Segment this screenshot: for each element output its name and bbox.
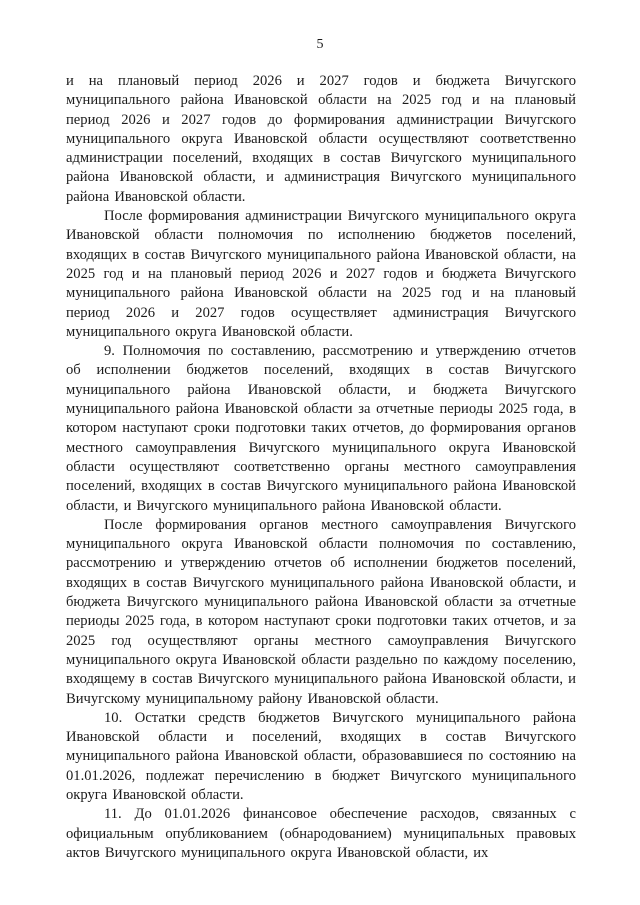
paragraph-p4: После формирования органов местного самоуправления Вичугского муниципального округа Ивановской области полномочия по составлению, рассмотрению и утверждению отчетов об исполнении бюджетов поселений, входящих в состав Вичугского муниципального района Ивановской области, и бюджета Вичугского муниципального района Ивановской области за отчетные периоды 2025 года, в котором наступают сроки подготовки таких отчетов, и за 2025 год осуществляют органы местного самоуправления Вичугского муниципального округа Ивановской области раздельно по каждому поселению, входящему в состав Вичугского муниципального района Ивановской области, и Вичугскому муниципальному району Ивановской области. <box>66 516 576 707</box>
document-body <box>66 72 576 863</box>
paragraph-p3: 9. Полномочия по составлению, рассмотрению и утверждению отчетов об исполнении бюджетов поселений, входящих в состав Вичугского муниципального района Ивановской области, и бюджета Вичугского муниципального района Ивановской области за отчетные периоды 2025 года, в котором наступают сроки подготовки таких отчетов, до формирования органов местного самоуправления Вичугского муниципального округа Ивановской области осуществляют соответственно органы местного самоуправления поселений, входящих в состав Вичугского муниципального района Ивановской области, и Вичугского муниципального района Ивановской области. <box>66 343 576 514</box>
paragraph-p2: После формирования администрации Вичугского муниципального округа Ивановской области полномочия по исполнению бюджетов поселений, входящих в состав Вичугского муниципального района Ивановской области, на 2025 год и на плановый период 2026 и 2027 годов и бюджета Вичугского муниципального района Ивановской области на 2025 год и на плановый период 2026 и 2027 годов осуществляет администрация Вичугского муниципального округа Ивановской области. <box>66 208 576 340</box>
paragraph-p5: 10. Остатки средств бюджетов Вичугского муниципального района Ивановской области и поселений, входящих в состав Вичугского муниципального района Ивановской области, образовавшиеся по состоянию на 01.01.2026, подлежат перечислению в бюджет Вичугского муниципального округа Ивановской области. <box>66 709 576 803</box>
paragraph-p1: и на плановый период 2026 и 2027 годов и бюджета Вичугского муниципального района Ивановской области на 2025 год и на плановый период 2026 и 2027 годов до формирования администрации Вичугского муниципального округа Ивановской области осуществляют соответственно администрации поселений, входящих в состав Вичугского муниципального района Ивановской области, и администрация Вичугского муниципального района Ивановской области. <box>66 73 576 205</box>
page-number: 5 <box>316 37 324 52</box>
paragraph-p6: 11. До 01.01.2026 финансовое обеспечение расходов, связанных с официальным опубликованием (обнародованием) муниципальных правовых актов Вичугского муниципального округа Ивановской области, их <box>66 806 576 861</box>
